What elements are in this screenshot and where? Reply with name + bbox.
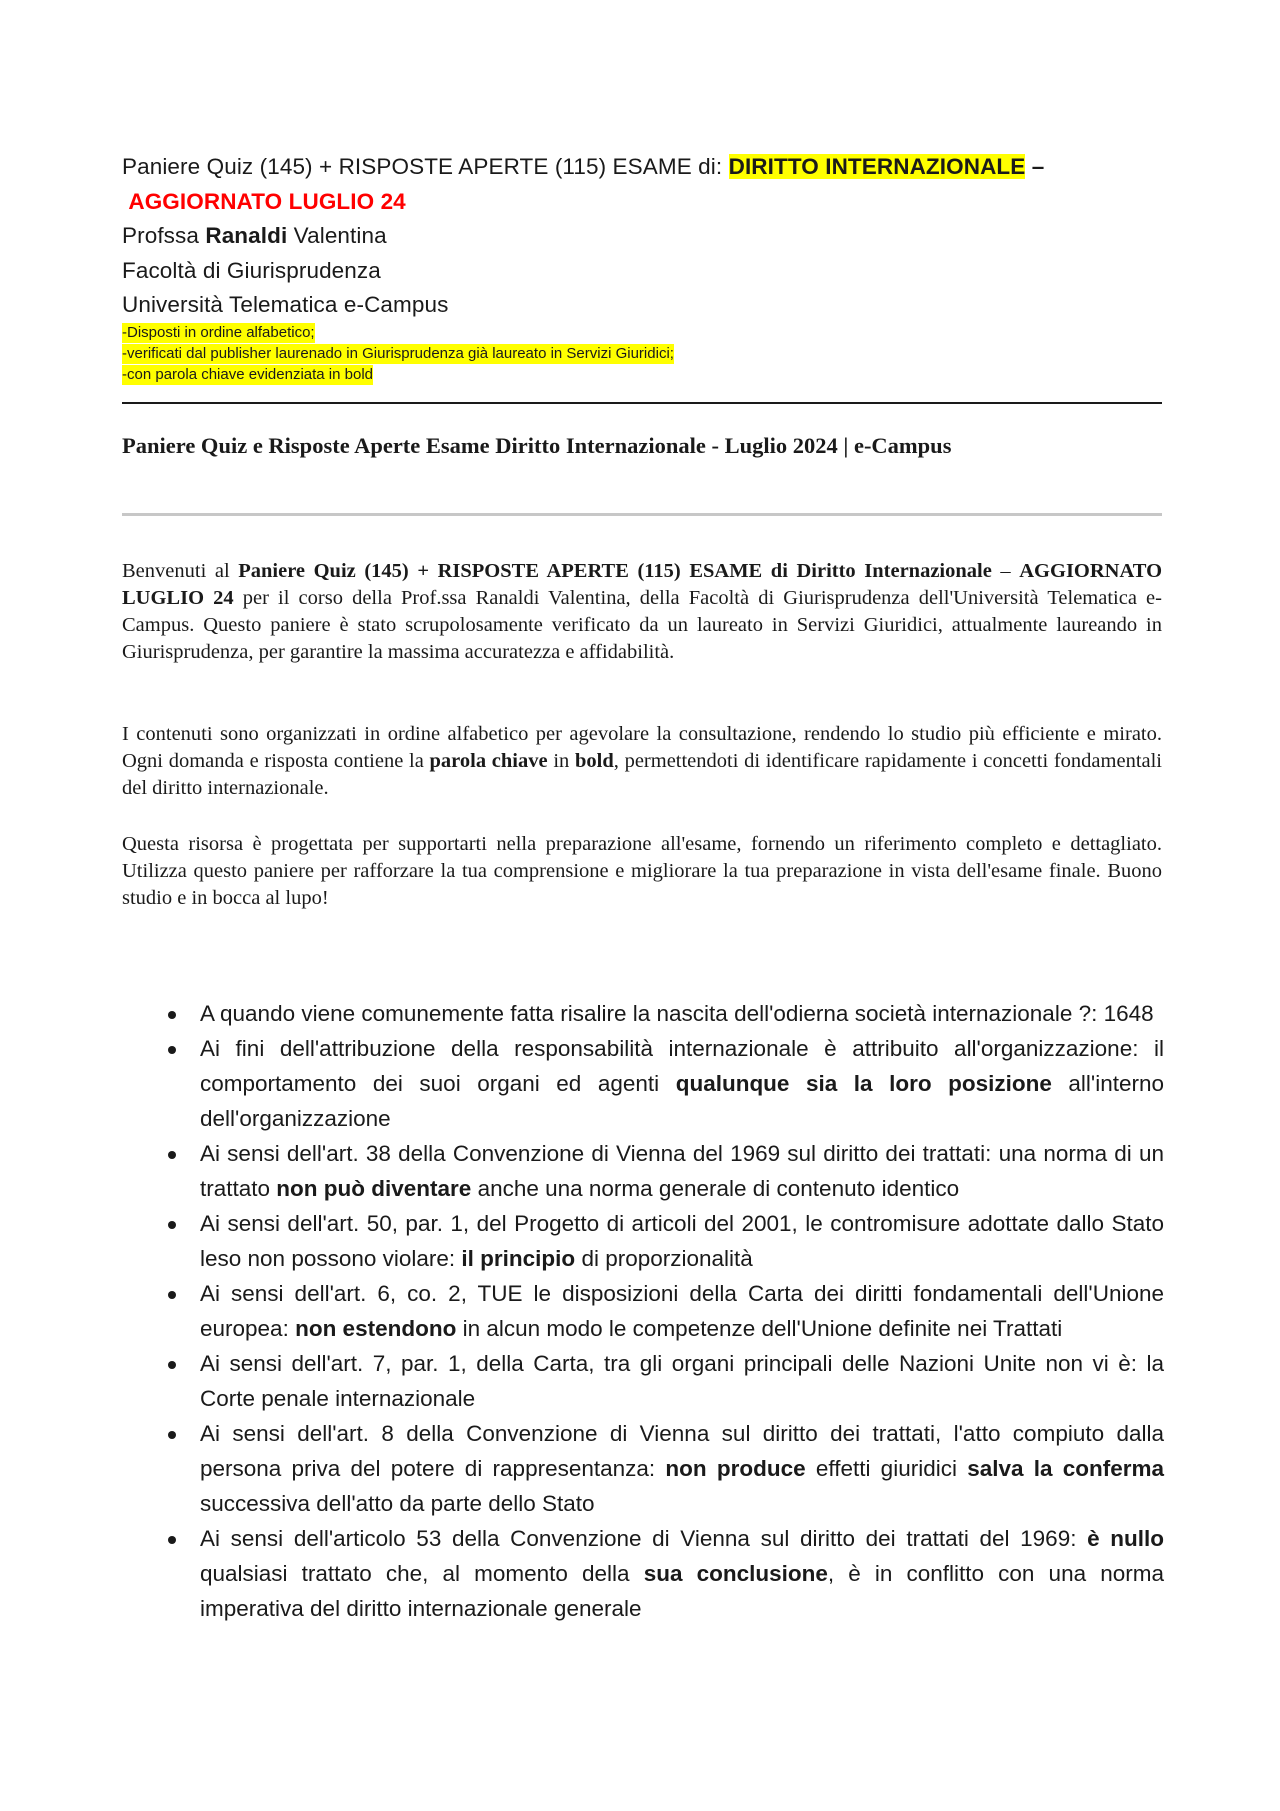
prof-prefix: Profssa bbox=[122, 223, 206, 248]
question-keyword: sua conclusione bbox=[643, 1561, 828, 1586]
question-text: Ai sensi dell'art. 38 della Convenzione di Vienna del 1969 sul diritto dei trattati: una norma di un trattato bbox=[200, 1141, 1164, 1201]
question-keyword: salva la conferma bbox=[967, 1456, 1165, 1481]
prof-name: Valentina bbox=[287, 223, 387, 248]
question-text: Ai sensi dell'articolo 53 della Convenzione di Vienna sul diritto dei trattati del 1969: bbox=[200, 1526, 1088, 1551]
question-text: , è in conflitto con una norma imperativa del diritto internazionale generale bbox=[200, 1561, 1164, 1621]
question-text: Ai sensi dell'art. 6, co. 2, TUE le disposizioni della Carta dei diritti fondamentali dell'Unione europea: bbox=[200, 1281, 1164, 1341]
welcome-bold-title: Paniere Quiz (145) + RISPOSTE APERTE (115) ESAME di Diritto Internazionale bbox=[238, 560, 992, 582]
bullet-icon bbox=[168, 1536, 176, 1544]
document-header bbox=[122, 150, 1172, 386]
note-verified: -verificati dal publisher laurenado in Giurisprudenza già laureato in Servizi Giuridici; bbox=[122, 344, 674, 362]
question-keyword: non estendono bbox=[295, 1316, 457, 1341]
question-text: in alcun modo le competenze dell'Unione definite nei Trattati bbox=[456, 1316, 1063, 1341]
bullet-icon bbox=[168, 1151, 176, 1159]
title-prefix: Paniere Quiz (145) + RISPOSTE APERTE (115) ESAME di: bbox=[122, 154, 729, 179]
welcome-bold-updated: AGGIORNATO LUGLIO 24 bbox=[122, 560, 1163, 609]
list-item bbox=[122, 1136, 1164, 1206]
title-line bbox=[122, 150, 1172, 185]
university-line: Università Telematica e-Campus bbox=[122, 292, 449, 317]
updated-label: AGGIORNATO LUGLIO 24 bbox=[128, 188, 406, 214]
list-item bbox=[122, 1206, 1164, 1276]
question-text: effetti giuridici bbox=[805, 1456, 968, 1481]
question-text: Ai fini dell'attribuzione della responsabilità internazionale è attribuito all'organizzazione: il comportamento dei suoi organi ed agenti bbox=[200, 1036, 1164, 1096]
bullet-icon bbox=[168, 1361, 176, 1369]
question-text: all'interno dell'organizzazione bbox=[200, 1071, 1165, 1131]
list-item bbox=[122, 1416, 1164, 1521]
org-bold-keyword: parola chiave bbox=[429, 750, 548, 772]
question-list bbox=[122, 996, 1164, 1626]
subject-highlight: DIRITTO INTERNAZIONALE bbox=[728, 154, 1026, 179]
org-text: I contenuti sono organizzati in ordine alfabetico per agevolare la consultazione, rendendo lo studio più efficiente e mirato. Ogni domanda e risposta contiene la bbox=[122, 723, 1162, 772]
note-alphabetical: -Disposti in ordine alfabetico; bbox=[122, 323, 315, 341]
note-keyword-bold: -con parola chiave evidenziata in bold bbox=[122, 365, 373, 383]
question-keyword: non può diventare bbox=[276, 1176, 472, 1201]
question-keyword: il principio bbox=[461, 1246, 576, 1271]
question-text: Ai sensi dell'art. 50, par. 1, del Progetto di articoli del 2001, le contromisure adottate dallo Stato leso non possono violare: bbox=[200, 1211, 1164, 1271]
intro-paragraph-welcome bbox=[122, 558, 1162, 666]
question-text: qualsiasi trattato che, al momento della bbox=[200, 1561, 644, 1586]
org-rest: , permettendoti di identificare rapidamente i concetti fondamentali del diritto internazionale. bbox=[122, 750, 1163, 799]
title-divider bbox=[122, 513, 1162, 516]
question-keyword: è nullo bbox=[1087, 1526, 1164, 1551]
page-title: Paniere Quiz e Risposte Aperte Esame Diritto Internazionale - Luglio 2024 | e-Campus bbox=[122, 433, 952, 458]
header-divider bbox=[122, 402, 1162, 404]
list-item bbox=[122, 996, 1164, 1031]
list-item bbox=[122, 1521, 1164, 1626]
question-keyword: non produce bbox=[665, 1456, 806, 1481]
question-text: anche una norma generale di contenuto identico bbox=[471, 1176, 960, 1201]
list-item bbox=[122, 1346, 1164, 1416]
question-text: Ai sensi dell'art. 8 della Convenzione di Vienna sul diritto dei trattati, l'atto compiuto dalla persona priva del potere di rappresentanza: bbox=[200, 1421, 1164, 1481]
question-text: di proporzionalità bbox=[575, 1246, 753, 1271]
bullet-icon bbox=[168, 1291, 176, 1299]
prof-surname: Ranaldi bbox=[205, 223, 288, 248]
intro-paragraph-resource: Questa risorsa è progettata per supportarti nella preparazione all'esame, fornendo un riferimento completo e dettagliato. Utilizza questo paniere per rafforzare la tua comprensione e migliorare la tua preparazione in vista dell'esame finale. Buono studio e in bocca al lupo! bbox=[122, 833, 1162, 909]
org-in: in bbox=[547, 750, 575, 772]
question-text: Ai sensi dell'art. 7, par. 1, della Carta, tra gli organi principali delle Nazioni Unite non vi è: la Corte penale internazionale bbox=[200, 1351, 1164, 1411]
faculty-line: Facoltà di Giurisprudenza bbox=[122, 257, 381, 283]
title-dash: – bbox=[1025, 154, 1045, 179]
list-item bbox=[122, 1276, 1164, 1346]
question-text: successiva dell'atto da parte dello Stato bbox=[200, 1491, 595, 1516]
welcome-rest: per il corso della Prof.ssa Ranaldi Valentina, della Facoltà di Giurisprudenza dell'Università Telematica e-Campus. Questo paniere è stato scrupolosamente verificato da un laureato in Servizi Giuridici, attualmente laureando in Giurisprudenza, per garantire la massima accuratezza e affidabilità. bbox=[122, 587, 1162, 663]
list-item bbox=[122, 1031, 1164, 1136]
welcome-text: Benvenuti al bbox=[122, 560, 239, 582]
question-text: A quando viene comunemente fatta risalire la nascita dell'odierna società internazionale ?: 1648 bbox=[200, 1001, 1154, 1026]
question-keyword: qualunque sia la loro posizione bbox=[675, 1071, 1052, 1096]
bullet-icon bbox=[168, 1221, 176, 1229]
bullet-icon bbox=[168, 1431, 176, 1439]
professor-line bbox=[122, 219, 1172, 254]
welcome-dash: – bbox=[991, 560, 1020, 582]
updated-line bbox=[122, 185, 1172, 220]
intro-paragraph-organization bbox=[122, 721, 1162, 802]
org-bold-bold: bold bbox=[574, 750, 614, 772]
bullet-icon bbox=[168, 1046, 176, 1054]
bullet-icon bbox=[168, 1011, 176, 1019]
